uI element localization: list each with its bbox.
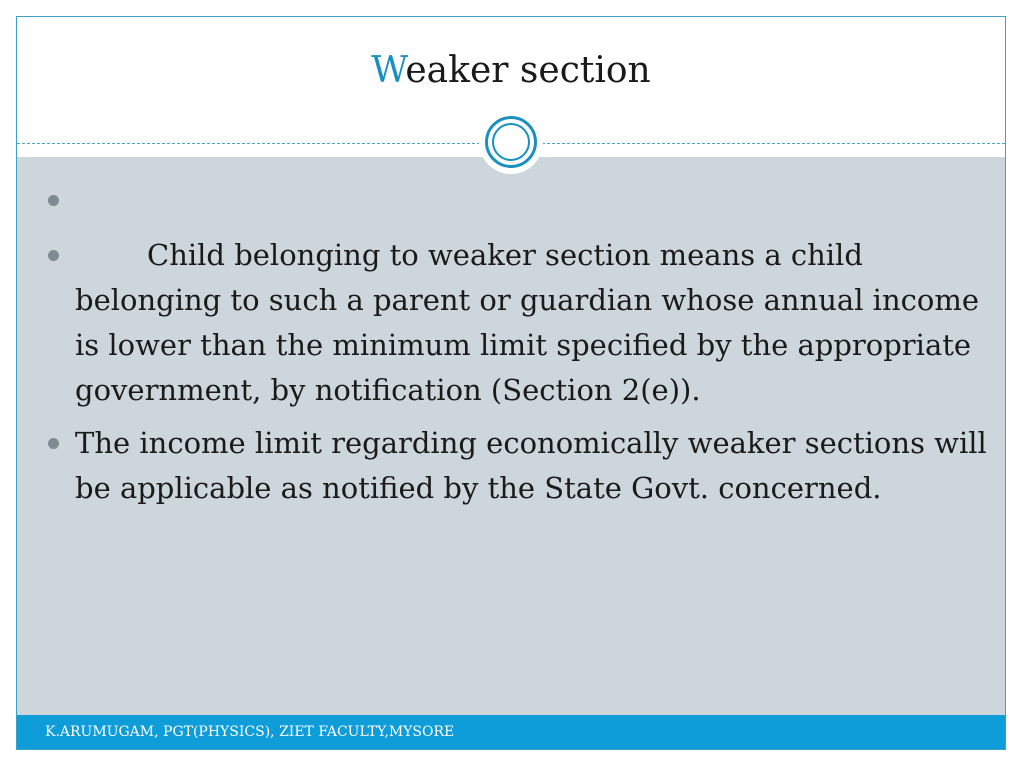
bullet-item-definition xyxy=(45,233,995,413)
bullet-dot-icon xyxy=(48,250,59,261)
bullet-item-empty xyxy=(45,185,995,215)
bullet-text: The income limit regarding economically weaker sections will be applicable as notified by the State Govt. concerned. xyxy=(75,426,987,505)
bullet-dot-icon xyxy=(48,195,59,206)
ring-inner-icon xyxy=(492,123,530,161)
bullet-text: Child belonging to weaker section means a child belonging to such a parent or guardian whose annual income is lower than the minimum limit specified by the appropriate government, by notification (Section 2(e)). xyxy=(75,238,979,407)
title-rest: eaker section xyxy=(405,50,651,91)
title-first-letter: W xyxy=(371,50,406,91)
footer-bar xyxy=(17,715,1005,749)
slide-title xyxy=(17,47,1005,95)
bullet-list xyxy=(45,185,995,519)
slide xyxy=(16,16,1006,750)
bullet-item-income-limit xyxy=(45,421,995,511)
bullet-dot-icon xyxy=(48,438,59,449)
footer-text: K.ARUMUGAM, PGT(PHYSICS), ZIET FACULTY,MYSORE xyxy=(45,724,455,740)
ring-icon xyxy=(485,116,537,168)
